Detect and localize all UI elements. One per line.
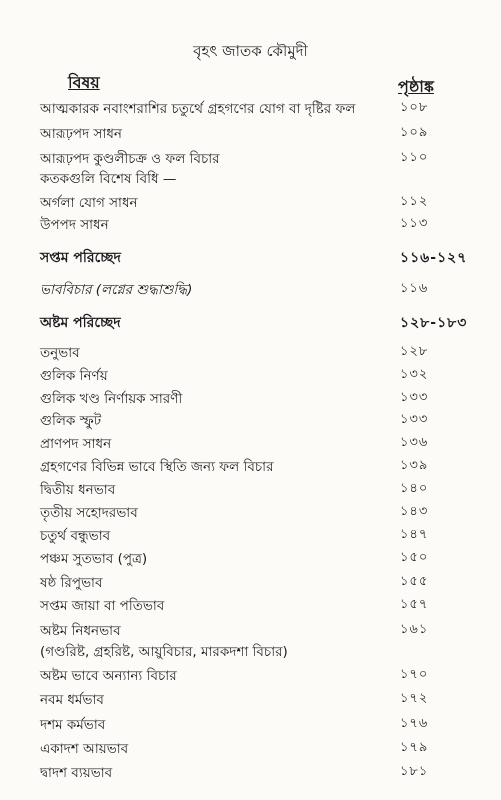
toc-entry-label: আরূঢ়পদ কুণ্ডলীচক্র ও ফল বিচার bbox=[40, 151, 220, 167]
toc-entry-label: সপ্তম জায়া বা পতিভাব bbox=[40, 598, 165, 614]
toc-row bbox=[0, 192, 501, 214]
toc-row bbox=[0, 342, 501, 364]
toc-entry-label: নবম ধর্মভাব bbox=[40, 692, 104, 708]
subject-column-header: বিষয় bbox=[68, 73, 100, 92]
toc-row bbox=[0, 388, 501, 410]
toc-row bbox=[0, 714, 501, 736]
toc-entry-page: ১১৩ bbox=[400, 216, 429, 231]
toc-entry-label: কতকগুলি বিশেষ বিধি — bbox=[40, 171, 177, 187]
toc-row bbox=[0, 641, 501, 663]
toc-row bbox=[0, 572, 501, 594]
toc-entry-label: তনুভাব bbox=[40, 345, 80, 361]
toc-entry-page: ১০৮ bbox=[400, 100, 429, 115]
toc-entry-label: পঞ্চম সুতভাব (পুত্র) bbox=[40, 551, 148, 567]
toc-entry-label: গুলিক খণ্ড নির্ণায়ক সারণী bbox=[40, 391, 183, 407]
toc-entry-label: ভাববিচার (লগ্নের শুদ্ধাশুদ্ধি) bbox=[40, 282, 193, 298]
toc-entry-label: অষ্টম ভাবে অন্যান্য বিচার bbox=[40, 668, 177, 684]
toc-row bbox=[0, 168, 501, 190]
toc-row bbox=[0, 665, 501, 687]
toc-row bbox=[0, 689, 501, 711]
toc-entry-label: আত্মকারক নবাংশরাশির চতুর্থে গ্রহগণের যোগ বা দৃষ্টির ফল bbox=[40, 101, 356, 117]
toc-entry-label: গুলিক স্ফুট bbox=[40, 413, 102, 429]
toc-row bbox=[0, 98, 501, 120]
toc-entry-page: ১৭২ bbox=[400, 691, 429, 706]
toc-row bbox=[0, 311, 501, 333]
toc-row bbox=[0, 620, 501, 642]
toc-entry-label: গ্রহগণের বিভিন্ন ভাবে স্থিতি জন্য ফল বিচার bbox=[40, 459, 274, 475]
toc-row bbox=[0, 502, 501, 524]
toc-entry-page: ১৩৩ bbox=[400, 412, 429, 427]
toc-row bbox=[0, 525, 501, 547]
toc-entry-label: (গণ্ডরিষ্ট, গ্রহরিষ্ট, আয়ুবিচার, মারকদশা বিচার) bbox=[40, 644, 288, 660]
toc-row bbox=[0, 246, 501, 268]
toc-entry-label: গুলিক নির্ণয় bbox=[40, 368, 108, 384]
toc-entry-page: ১৫৫ bbox=[400, 574, 429, 589]
toc-row bbox=[0, 548, 501, 570]
chapter-heading: অষ্টম পরিচ্ছেদ bbox=[40, 315, 121, 331]
toc-row bbox=[0, 214, 501, 236]
toc-entry-page: ১৩২ bbox=[400, 367, 429, 382]
toc-row bbox=[0, 479, 501, 501]
toc-entry-page: ১৭৯ bbox=[400, 740, 429, 755]
toc-entry-label: চতুর্থ বন্ধুভাব bbox=[40, 528, 111, 544]
toc-entry-label: উপপদ সাধন bbox=[40, 217, 109, 233]
toc-row bbox=[0, 148, 501, 170]
toc-entry-label: অর্গলা যোগ সাধন bbox=[40, 195, 138, 211]
toc-entry-page: ১৩৩ bbox=[400, 390, 429, 405]
toc-entry-label: দ্বিতীয় ধনভাব bbox=[40, 482, 116, 498]
toc-entry-page: ১৫০ bbox=[400, 550, 429, 565]
toc-entry-page: ১২৮-১৮৩ bbox=[400, 315, 468, 331]
toc-entry-page: ১৪০ bbox=[400, 481, 429, 496]
toc-entry-page: ১১৬ bbox=[400, 281, 429, 296]
toc-entry-page: ১২৮ bbox=[400, 344, 429, 359]
toc-entry-page: ১৪৩ bbox=[400, 504, 429, 519]
toc-row bbox=[0, 365, 501, 387]
toc-entry-label: ষষ্ঠ রিপুভাব bbox=[40, 575, 103, 591]
toc-entry-page: ১৬১ bbox=[400, 622, 429, 637]
toc-row bbox=[0, 410, 501, 432]
toc-entry-page: ১৭৬ bbox=[400, 716, 429, 731]
toc-entry-page: ১৩৬ bbox=[400, 435, 429, 450]
toc-entry-label: তৃতীয় সহোদরভাব bbox=[40, 505, 138, 521]
page-column-header: পৃষ্ঠাঙ্ক bbox=[398, 77, 434, 96]
toc-row bbox=[0, 762, 501, 784]
toc-entry-label: আরূঢ়পদ সাধন bbox=[40, 126, 122, 142]
toc-entry-page: ১৪৭ bbox=[400, 527, 429, 542]
toc-row bbox=[0, 123, 501, 145]
toc-row bbox=[0, 433, 501, 455]
toc-entry-page: ১১০ bbox=[400, 150, 429, 165]
book-title: বৃহৎ জাতক কৌমুদী bbox=[193, 42, 308, 60]
toc-entry-label: দশম কর্মভাব bbox=[40, 717, 106, 733]
toc-entry-page: ১৫৭ bbox=[400, 597, 429, 612]
toc-row bbox=[0, 279, 501, 301]
toc-row bbox=[0, 595, 501, 617]
toc-entry-page: ১১২ bbox=[400, 194, 429, 209]
toc-entry-label: একাদশ আয়ভাব bbox=[40, 741, 129, 757]
toc-entry-page: ১০৯ bbox=[400, 125, 429, 140]
toc-row bbox=[0, 738, 501, 760]
toc-row bbox=[0, 456, 501, 478]
toc-entry-label: অষ্টম নিধনভাব bbox=[40, 623, 121, 639]
toc-entry-label: প্রাণপদ সাধন bbox=[40, 436, 112, 452]
toc-entry-page: ১৮১ bbox=[400, 764, 429, 779]
toc-entry-page: ১৩৯ bbox=[400, 458, 429, 473]
toc-entry-page: ১১৬-১২৭ bbox=[400, 250, 468, 266]
toc-entry-page: ১৭০ bbox=[400, 667, 429, 682]
chapter-heading: সপ্তম পরিচ্ছেদ bbox=[40, 250, 121, 266]
toc-entry-label: দ্বাদশ ব্যয়ভাব bbox=[40, 765, 113, 781]
